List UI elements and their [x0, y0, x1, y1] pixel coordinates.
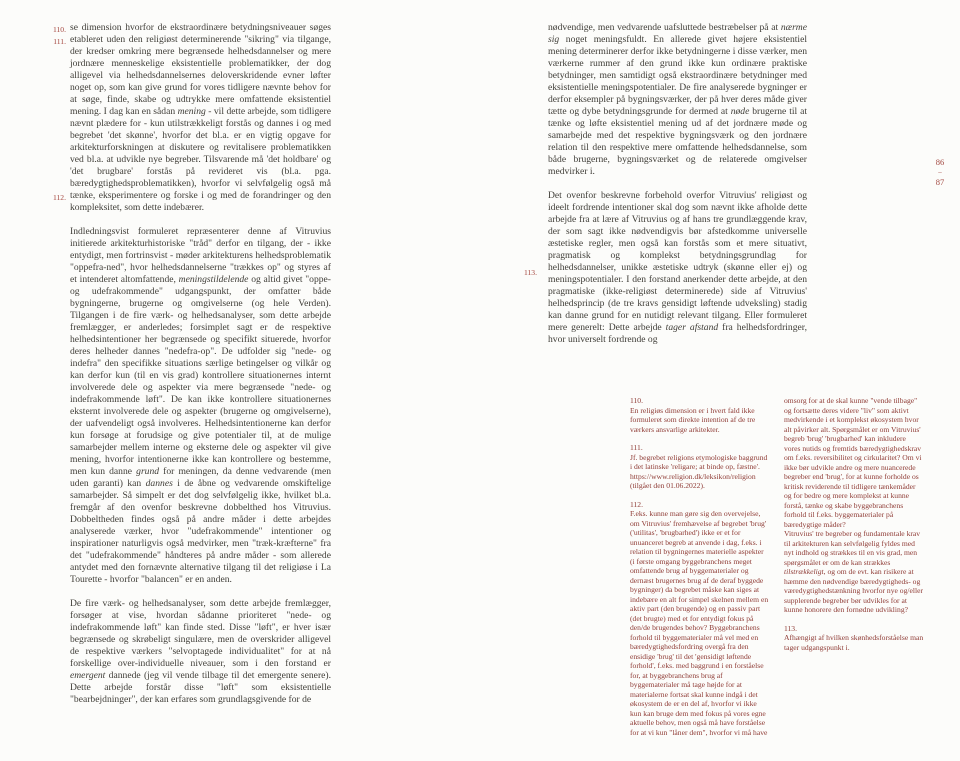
right-page-text-column [548, 22, 807, 346]
margin-note-number-110: 110. [52, 25, 66, 34]
paragraph: nødvendige, men vedvarende uafsluttede bestræbelser på at nærme sig noget meningsfuldt. En allerede givet højere eksistentiel mening determinerer derfor ikke betydningerne i disse værker, men værkerne rummer af den grund ikke kun ordinære praktiske betydninger, men samtidigt også ekstraordinære betydninger med eksistentielle meningspotentialer. De fire analyserede bygninger er derfor eksempler på bygningsværker, der på hver deres måde giver tætte og dybe betydningsgrunde for dermed at nøde brugerne til at tænke og løfte eksistentiel mening ud af det jordnære møde og samarbejde med det respektive bygningsværk og den jordnære relation til den respektive mere omfattende helhedsdannelse, som både brugerne, bygningsværket og de relaterede omgivelser medvirker i. [548, 22, 807, 177]
paragraph: Det ovenfor beskrevne forbehold overfor Vitruvius' religiøst og ideelt fordrende intentioner skal dog som nævnt ikke afholde dette arbejde fra at lære af Vitruvius og af hans tre grundlæggende krav, der som sagt ikke nødvendigvis bør afstedkomme universelle æstetiske regler, men også kan forstås som et mere situativt, pragmatisk og komplekst betydningsgrundlag for helhedsdannelser, unikke æstetiske udtryk (skønne eller ej) og meningspotentialer. I den forstand anerkender dette arbejde, at den pragmatiske (ikke-religiøst determinerede) side af Vitruvius' helhedsprincip (de tre kravs gensidigt løftende udveksling) stadig kan danne grund for en nutidigt relevant tilgang. Eller formuleret mere generelt: Dette arbejde tager afstand fra helhedsfordringer, hvor universelt fordrende og [548, 190, 807, 345]
page-number-top: 86 [935, 157, 945, 167]
footnote [784, 624, 924, 653]
footnote [630, 396, 770, 434]
footnote-number: 112. [630, 499, 644, 509]
page-number-folio [928, 157, 952, 188]
footnote [630, 443, 770, 491]
footnote-text: En religiøs dimension er i hvert fald ikke formuleret som direkte intention af de tre værkers ansvarlige arkitekter. [630, 405, 756, 434]
margin-note-number-112: 112. [52, 193, 66, 202]
footnote-number: 111. [630, 443, 643, 452]
footnote-text: Vitruvius' tre begreber og fundamentale krav til arkitekturen kan selvfølgelig fyldes med nyt indhold og strækkes til en vis grad, men spørgsmålet er om de kan strækkes tilstrækkeligt, og om de evt. kan risikere at hæmme den nødvendige bæredygtigheds- og væredygtighedstænkning hvorfor nye og/eller supplerende begreber bør udvikles for at kunne honorere den fornødne udvikling? [784, 529, 923, 614]
paragraph: Indledningsvist formuleret repræsenterer denne af Vitruvius initierede arkitekturhistoriske "tråd" derfor en tilgang, der - ikke entydigt, men fortrinsvist - møder arkitekturens helhedsproblematik "oppefra-ned", hvor helhedsdannelserne "trækkes op" og styres af et intenderet altomfattende, meningstildelende og altid givet "oppe- og udefrakommende" udgangspunkt, der omfatter både bygningerne, brugerne og omgivelserne (og hele Verden). Tilgangen i de fire værk- og helhedsanalyser, som dette arbejde fremlægger, er anderledes; forsimplet sagt er de respektive helhedsintentioner her begrænsede og specifikt situerede, hvorfor deres helheder dannes "nedefra-op". De udfolder sig "nede- og indefra" den specifikke situations særlige betingelser og vilkår og kan derfor kun (til en vis grad) kontrollere situationernes internt involverede dele og aspekter via mere begrænsede "nede- og indefrakommende løft". De kan ikke kontrollere situationernes eksternt involverede dele og aspekter (brugerne og omgivelserne), der uafvendeligt også involveres. Helhedsintentionerne kan derfor kun forsøge at forudsige og give potentialer til, at de mulige samarbejder mellem interne og eksterne dele og aspekter vil give mening, hvorfor intentionerne ikke kan kontrollere og bestemme, men kun danne grund for meningen, da denne vedvarende (men uden garanti) kan dannes i de åbne og vedvarende omskiftelige samarbejder. Så simpelt er det dog selvfølgelig ikke, hvilket bl.a. fremgår af den ovenfor beskrevne dobbelthed hos Vitruvius. Dobbeltheden findes også på andre måder i dette arbejdes analyserede værker, hvor "udefrakommende" intentioner og inspirationer naturligvis også medvirker, men "træk-kræfterne" fra det "udefrakommende" håndteres på andre måder - som allerede antydet med den fornævnte alternative tilgang til det religiøse i La Tourette - hvorfor "balancen" er en anden. [70, 226, 331, 585]
page-number-bottom: 87 [935, 177, 945, 187]
footnote-text: Jf. begrebet religions etymologiske baggrund i det latinske 'religare; at binde op, fæstne'. https://www.religion.dk/leksikon/religion (tilgået den 01.06.2022). [630, 452, 768, 490]
margin-note-number-113: 113. [523, 268, 537, 277]
page-number-divider: – [938, 168, 942, 176]
footnote-number: 110. [630, 396, 644, 405]
footnote-text: F.eks. kunne man gøre sig den overvejelse, om Vitruvius' fremhævelse af begrebet 'brug' ('utilitas', 'brugbarhed') ikke er et for unuanceret begreb at anvende i dag, f.eks. i relation til bygningernes materielle aspekter (i første omgang byggebranchens meget omfattende brug af byggematerialer og dernæst brugernes brug af de deraf byggede bygninger) da begrebet måske kan siges at indebære en alt for simpel skelnen mellem en aktiv part (den brugende) og en passiv part (det brugte) med et for entydigt fokus på den/de brugendes behov? Byggebranchens forhold til byggematerialer må vel med en bæredygtighedsfordring overgå fra den ensidige 'brug' til det 'gensidigt løftende forhold', f.eks. med baggrund i en forståelse for, at byggebranchens brug af byggematerialer må tage højde for at materialerne fortsat skal kunne indgå i det økosystem de er en del af, hvorfor vi ikke kun kan bruge dem med fokus på vores egne aktuelle behov, men også må have forståelse for at vi kun "låner dem", hvorfor vi må have omsorg for at de skal kunne "vende tilbage" og fortsætte deres videre "liv" som aktivt medvirkende i et komplekst økosystem hvor alt påvirker alt. Spørgsmålet er om Vitruvius' begreb 'brug' 'brugbarhed' kan inkludere vores nutids og fremtids bæredygtighedskrav om f.eks. reversibilitet og cirkularitet? Om vi ikke bør udvikle andre og mere nuancerede begreber end 'brug', for at kunne forholde os kritisk reviderende til tidligere tænkemåder og for bedre og mere komplekst at kunne forstå, tænke og skabe byggebranchens forhold til f.eks. byggematerialer på bæredygtige måder? [630, 396, 922, 737]
footnotes-block [630, 396, 924, 740]
footnote-number: 113. [784, 623, 798, 633]
paragraph: De fire værk- og helhedsanalyser, som dette arbejde fremlægger, forsøger at vise, hvordan sådanne prioriteret "nede- og indefrakommende løft" kan finde sted. Disse "løft", er hver især begrænsede og skrøbeligt singulære, men de overskrider alligevel de respektive værkers "selvoptagede individualitet" for at nå forskellige over-individuelle niveauer, som i den forstand er emergent dannede (jeg vil vende tilbage til det emergente senere). Dette arbejde forstår disse "løft" som eksistentielle "bearbejdninger", der kan erfares som grundlagsgivende for de [70, 598, 331, 705]
paragraph: se dimension hvorfor de ekstraordinære betydningsniveauer søges etableret uden den religiøst determinerende "sikring" via tilgange, der kredser omkring mere begrænsede helhedsdannelser og mere jordnære menneskelige eksistentielle problematikker, der dog alligevel via helhedsdannelsernes deloverskridende evner løfter noget op, som kan give grund for vores tidligere nævnte behov for at søge, finde, skabe og udtrykke mere omfattende eksistentiel mening. I dag kan en sådan mening - vil dette arbejde, som tidligere nævnt plædere for - kun utilstrækkeligt forstås og dannes i og med begrebet 'det skønne', hvorfor det bl.a. er en vigtig opgave for arkitekturforskningen at diskutere og revitalisere problematikken ved bl.a. at udvikle nye begreber. Tilsvarende må 'det holdbare' og 'det brugbare' forstås på revideret vis (bl.a. pga. bæredygtighedsproblematikken), hvorfor vi selvfølgelig også må tænke, eksperimentere og forske i og med de forandringer og den kompleksitet, som dette indebærer. [70, 22, 331, 213]
left-page-text-column [70, 22, 331, 706]
footnote-text: Afhængigt af hvilken skønhedsforståelse man tager udgangspunkt i. [784, 633, 924, 652]
margin-note-number-111: 111. [53, 37, 66, 46]
